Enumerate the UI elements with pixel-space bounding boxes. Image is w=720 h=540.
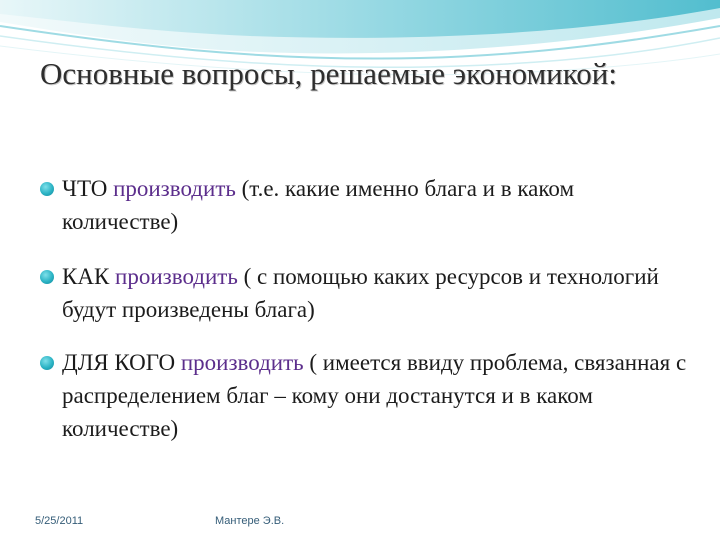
bullet-text: ( имеется ввиду проблема, связанная с распределением благ – кому они достанутся и в каком количестве) bbox=[62, 350, 687, 441]
bullet-keyword: ЧТО bbox=[62, 176, 108, 201]
bullet-highlight: производить bbox=[180, 350, 304, 375]
bullet-text: (т.е. какие именно блага и в каком количестве) bbox=[62, 176, 574, 234]
footer-date: 5/25/2011 bbox=[35, 515, 84, 527]
footer-author: Мантере Э.В. bbox=[215, 515, 285, 527]
bullet-circle-icon bbox=[40, 270, 54, 284]
bullet-keyword: КАК bbox=[62, 264, 110, 289]
slide-title: Основные вопросы, решаемые экономикой: bbox=[40, 56, 617, 91]
bullet-item-for-whom bbox=[40, 346, 690, 445]
bullet-item-how bbox=[40, 260, 690, 326]
bullet-list bbox=[40, 172, 690, 445]
bullet-item-what bbox=[40, 172, 690, 238]
bullet-highlight: производить bbox=[115, 264, 238, 289]
bullet-text: ( с помощью каких ресурсов и технологий будут произведены блага) bbox=[62, 264, 659, 322]
bullet-keyword: ДЛЯ КОГО bbox=[62, 350, 176, 375]
bullet-circle-icon bbox=[40, 182, 54, 196]
bullet-highlight: производить bbox=[113, 176, 236, 201]
bullet-circle-icon bbox=[40, 356, 54, 370]
